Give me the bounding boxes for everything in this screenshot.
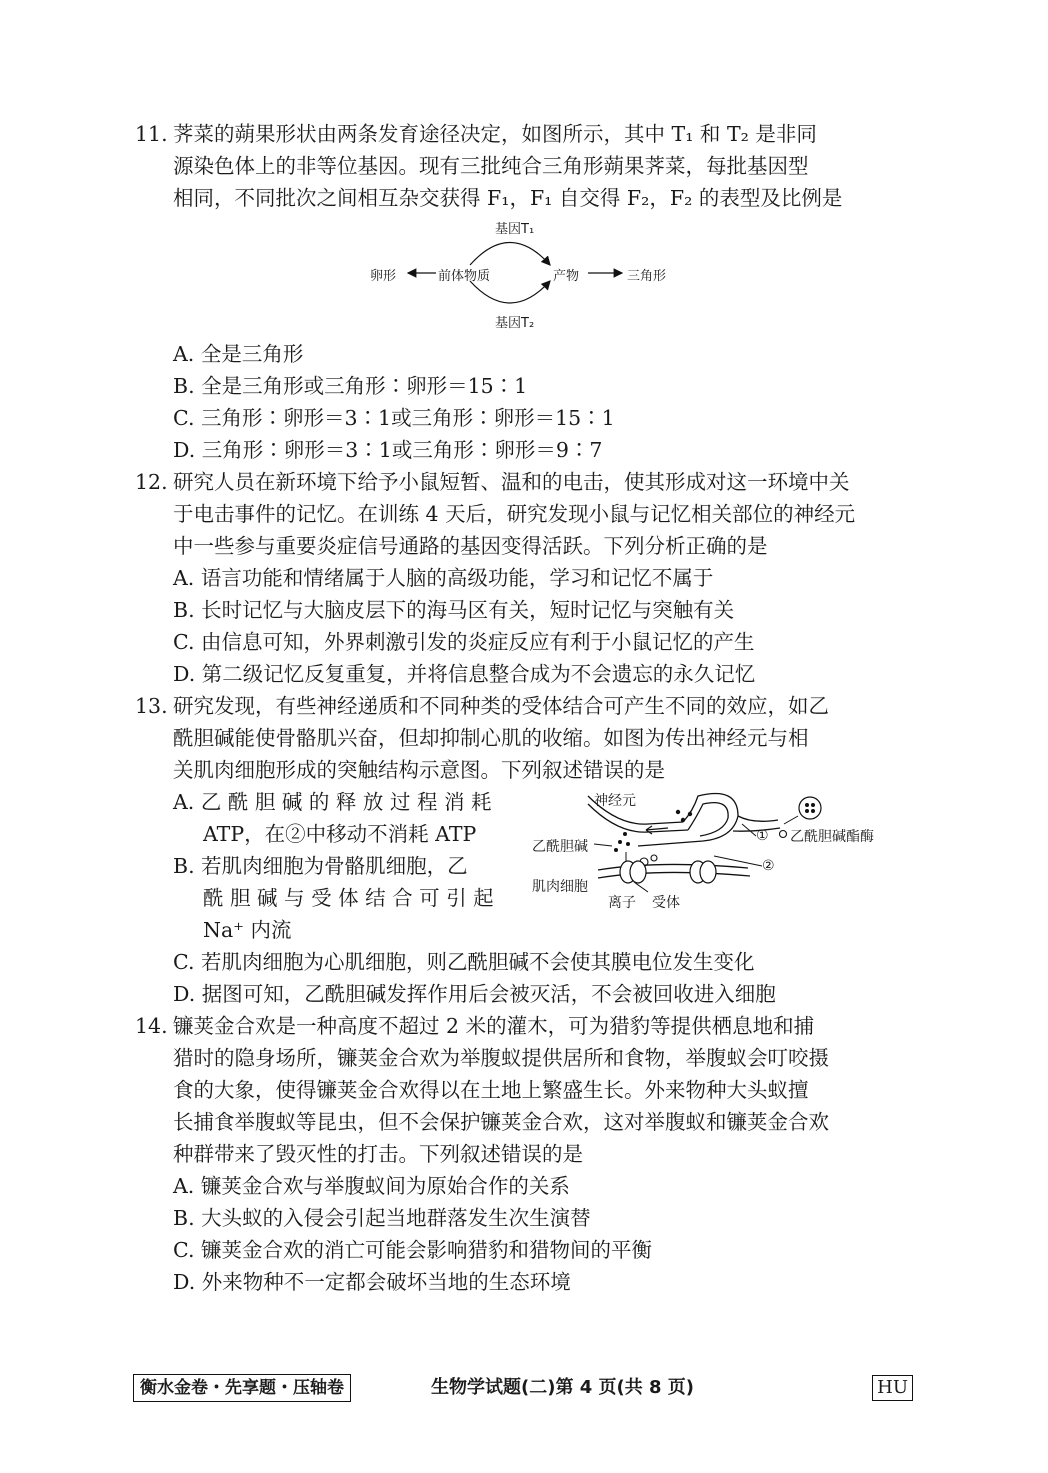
- gene-pathway-diagram: [370, 215, 690, 335]
- option-b: B. 长时记忆与大脑皮层下的海马区有关，短时记忆与突触有关: [173, 598, 735, 622]
- question-text-line: 荠菜的蒴果形状由两条发育途径决定，如图所示，其中 T₁ 和 T₂ 是非同: [173, 122, 817, 146]
- option-b: B. 大头蚁的入侵会引起当地群落发生次生演替: [173, 1206, 591, 1230]
- oval-label: 卵形: [370, 269, 397, 284]
- option-d: D. 三角形∶卵形＝3∶1或三角形∶卵形＝9∶7: [173, 438, 603, 462]
- option-a: A. 镰荚金合欢与举腹蚁间为原始合作的关系: [173, 1174, 570, 1198]
- question-text-line: 关肌肉细胞形成的突触结构示意图。下列叙述错误的是: [173, 758, 665, 782]
- question-text-line: 镰荚金合欢是一种高度不超过 2 米的灌木，可为猎豹等提供栖息地和捕: [173, 1014, 815, 1038]
- muscle-cell-label: 肌肉细胞: [532, 879, 588, 895]
- option-a: A. 语言功能和情绪属于人脑的高级功能，学习和记忆不属于: [173, 566, 714, 590]
- question-number: 11.: [135, 122, 168, 146]
- mark-2-label: ②: [762, 858, 775, 874]
- triangle-label: 三角形: [627, 269, 667, 284]
- question-text-line: 猎时的隐身场所，镰荚金合欢为举腹蚁提供居所和食物，举腹蚁会叮咬摄: [173, 1046, 829, 1070]
- synapse-drawing: [528, 786, 928, 916]
- question-text-line: 研究发现，有些神经递质和不同种类的受体结合可产生不同的效应，如乙: [173, 694, 829, 718]
- question-text-line: 酰胆碱能使骨骼肌兴奋，但却抑制心肌的收缩。如图为传出神经元与相: [173, 726, 809, 750]
- question-number: 14.: [135, 1014, 168, 1038]
- option-c: C. 若肌肉细胞为心肌细胞，则乙酰胆碱不会使其膜电位发生变化: [173, 950, 755, 974]
- gene-t2-label: 基因T₂: [495, 316, 535, 331]
- synapse-diagram: [528, 786, 928, 916]
- precursor-label: 前体物质: [438, 269, 491, 284]
- question-text-line: 中一些参与重要炎症信号通路的基因变得活跃。下列分析正确的是: [173, 534, 768, 558]
- question-text-line: 于电击事件的记忆。在训练 4 天后，研究发现小鼠与记忆相关部位的神经元: [173, 502, 856, 526]
- page-info: 生物学试题(二)第 4 页(共 8 页): [431, 1377, 695, 1398]
- receptor-label: 受体: [652, 895, 680, 911]
- option-a: A. 全是三角形: [173, 342, 304, 366]
- option-a: A. 乙 酰 胆 碱 的 释 放 过 程 消 耗: [173, 790, 492, 814]
- option-b: B. 若肌肉细胞为骨骼肌细胞，乙: [173, 854, 468, 878]
- option-b: B. 全是三角形或三角形∶卵形＝15∶1: [173, 374, 528, 398]
- option-c: C. 三角形∶卵形＝3∶1或三角形∶卵形＝15∶1: [173, 406, 615, 430]
- question-text-line: 研究人员在新环境下给予小鼠短暂、温和的电击，使其形成对这一环境中关: [173, 470, 850, 494]
- ach-label: 乙酰胆碱: [532, 839, 588, 855]
- option-c: C. 镰荚金合欢的消亡可能会影响猎豹和猎物间的平衡: [173, 1238, 652, 1262]
- mark-1-label: ①: [756, 828, 769, 844]
- question-text-line: 源染色体上的非等位基因。现有三批纯合三角形蒴果荠菜，每批基因型: [173, 154, 809, 178]
- option-d: D. 外来物种不一定都会破坏当地的生态环境: [173, 1270, 571, 1294]
- series-title: 衡水金卷・先享题・压轴卷: [133, 1374, 351, 1402]
- product-label: 产物: [553, 269, 580, 284]
- option-d: D. 第二级记忆反复重复，并将信息整合成为不会遗忘的永久记忆: [173, 662, 756, 686]
- question-text-line: 长捕食举腹蚁等昆虫，但不会保护镰荚金合欢，这对举腹蚁和镰荚金合欢: [173, 1110, 829, 1134]
- option-b-cont: 酰 胆 碱 与 受 体 结 合 可 引 起: [203, 886, 494, 910]
- option-a-cont: ATP，在②中移动不消耗 ATP: [203, 822, 477, 846]
- ache-label: 乙酰胆碱酯酶: [790, 829, 874, 845]
- option-b-cont: Na⁺ 内流: [203, 918, 292, 942]
- region-code: HU: [872, 1375, 913, 1401]
- option-c: C. 由信息可知，外界刺激引发的炎症反应有利于小鼠记忆的产生: [173, 630, 755, 654]
- question-text-line: 食的大象，使得镰荚金合欢得以在土地上繁盛生长。外来物种大头蚁擅: [173, 1078, 809, 1102]
- question-number: 12.: [135, 470, 168, 494]
- ion-label: 离子: [608, 895, 636, 911]
- gene-t1-label: 基因T₁: [495, 222, 535, 237]
- neuron-label: 神经元: [594, 793, 636, 809]
- option-d: D. 据图可知，乙酰胆碱发挥作用后会被灭活，不会被回收进入细胞: [173, 982, 776, 1006]
- question-text-line: 相同，不同批次之间相互杂交获得 F₁，F₁ 自交得 F₂，F₂ 的表型及比例是: [173, 186, 843, 210]
- question-number: 13.: [135, 694, 168, 718]
- page-footer: [133, 1374, 913, 1404]
- question-text-line: 种群带来了毁灭性的打击。下列叙述错误的是: [173, 1142, 583, 1166]
